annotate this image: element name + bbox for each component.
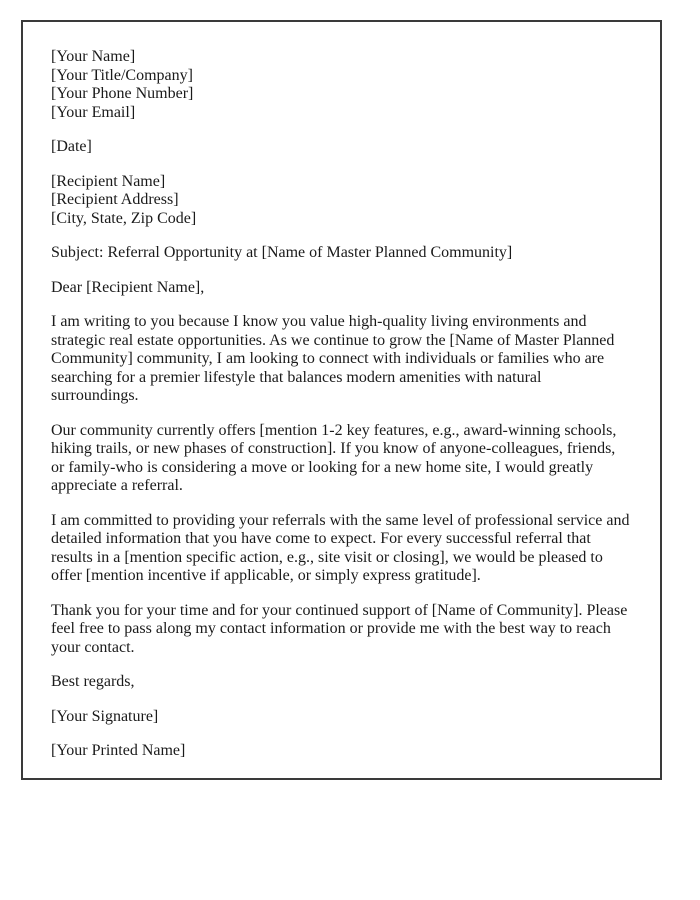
sender-phone: [Your Phone Number] (51, 85, 194, 102)
recipient-city-state-zip: [City, State, Zip Code] (51, 209, 197, 227)
salutation: Dear [Recipient Name], (51, 278, 205, 296)
recipient-address: [Recipient Address] (51, 191, 179, 208)
sender-email: [Your Email] (51, 103, 136, 121)
body-paragraph-3: I am committed to providing your referrals with the same level of professional service and detailed information that you have come to expect. For every successful referral that results in a [mention specific action, e.g., site visit or closing], we would be pleased to offer [mention incentive if applicable, or simply express gratitude]. (51, 511, 630, 584)
recipient-name: [Recipient Name] (51, 172, 166, 190)
body-paragraph-4: Thank you for your time and for your continued support of [Name of Community]. Please feel free to pass along my contact information or provide me with the best way to reach your contact. (51, 601, 628, 656)
subject-line: Subject: Referral Opportunity at [Name of Master Planned Community] (51, 244, 513, 261)
sender-name: [Your Name] (51, 48, 136, 65)
letter-page (21, 20, 662, 780)
recipient-block (51, 173, 632, 229)
body-paragraph-2: Our community currently offers [mention 1-2 key features, e.g., award-winning schools, hiking trails, or new phases of construction]. If you know of anyone-colleagues, friends, or family-who is considering a move or looking for a new home site, I would greatly appreciate a referral. (51, 421, 617, 494)
signature-placeholder: [Your Signature] (51, 707, 159, 725)
closing-line: Best regards, (51, 673, 135, 690)
printed-name-placeholder: [Your Printed Name] (51, 742, 186, 759)
sender-block (51, 48, 632, 122)
date-line: [Date] (51, 138, 92, 155)
sender-title-company: [Your Title/Company] (51, 66, 193, 84)
body-paragraph-1: I am writing to you because I know you value high-quality living environments and strategic real estate opportunities. As we continue to grow the [Name of Master Planned Community] community, I am looking to connect with individuals or families who are searching for a premier lifestyle that balances modern amenities with natural surroundings. (51, 313, 615, 404)
